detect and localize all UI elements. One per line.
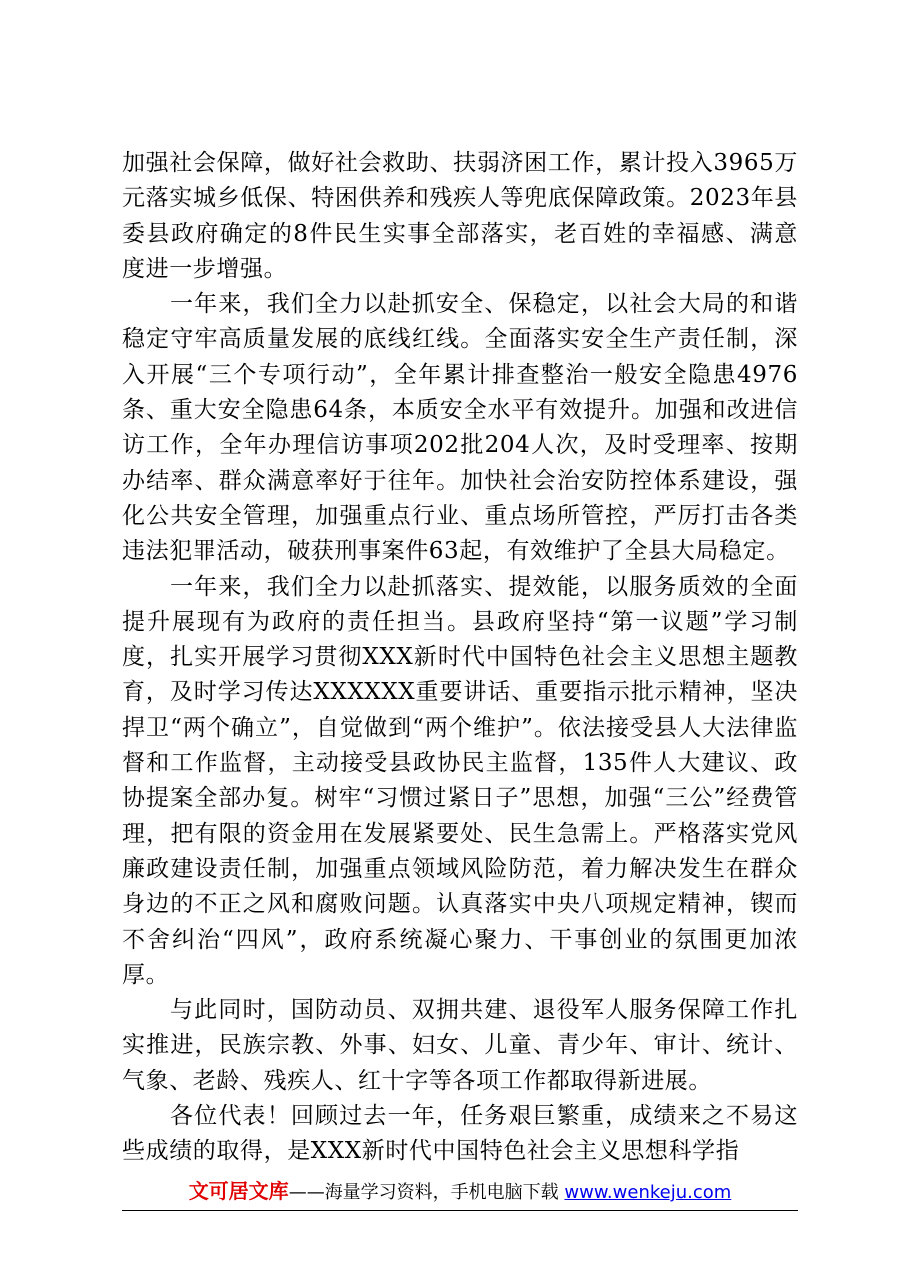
paragraph: 一年来，我们全力以赴抓安全、保稳定，以社会大局的和谐稳定守牢高质量发展的底线红线。全面落实安全生产责任制，深入开展“三个专项行动”，全年累计排查整治一般安全隐患4976条、重大安全隐患64条，本质安全水平有效提升。加强和改进信访工作，全年办理信访事项202批204人次，及时受理率、按期办结率、群众满意率好于往年。加快社会治安防控体系建设，强化公共安全管理，加强重点行业、重点场所管控，严厉打击各类违法犯罪活动，破获刑事案件63起，有效维护了全县大局稳定。: [122, 291, 798, 565]
paragraph: 一年来，我们全力以赴抓落实、提效能，以服务质效的全面提升展现有为政府的责任担当。县政府坚持“第一议题”学习制度，扎实开展学习贯彻XXX新时代中国特色社会主义思想主题教育，及时学习传达XXXXXX重要讲话、重要指示批示精神，坚决捍卫“两个确立”，自觉做到“两个维护”。依法接受县人大法律监督和工作监督，主动接受县政协民主监督，135件人大建议、政协提案全部办复。树牢“习惯过紧日子”思想，加强“三公”经费管理，把有限的资金用在发展紧要处、民生急需上。严格落实党风廉政建设责任制，加强重点领域风险防范，着力解决发生在群众身边的不正之风和腐败问题。认真落实中央八项规定精神，锲而不舍纠治“四风”，政府系统凝心聚力、干事创业的氛围更加浓厚。: [122, 573, 798, 988]
paragraph: 与此同时，国防动员、双拥共建、退役军人服务保障工作扎实推进，民族宗教、外事、妇女、儿童、青少年、审计、统计、气象、老龄、残疾人、红十字等各项工作都取得新进展。: [122, 997, 798, 1094]
footer-divider: [122, 1210, 798, 1211]
paragraph: 各位代表！回顾过去一年，任务艰巨繁重，成绩来之不易这些成绩的取得，是XXX新时代中国特色社会主义思想科学指: [122, 1103, 798, 1165]
paragraph: 加强社会保障，做好社会救助、扶弱济困工作，累计投入3965万元落实城乡低保、特困供养和残疾人等兜底保障政策。2023年县委县政府确定的8件民生实事全部落实，老百姓的幸福感、满意度进一步增强。: [122, 150, 798, 282]
footer-tagline: ——海量学习资料，手机电脑下载: [288, 1182, 559, 1203]
document-body: [122, 146, 798, 1170]
footer-website-link[interactable]: www.wenkeju.com: [564, 1182, 732, 1203]
footer-brand: 文可居文库: [188, 1179, 289, 1203]
page-footer: [122, 1176, 798, 1208]
